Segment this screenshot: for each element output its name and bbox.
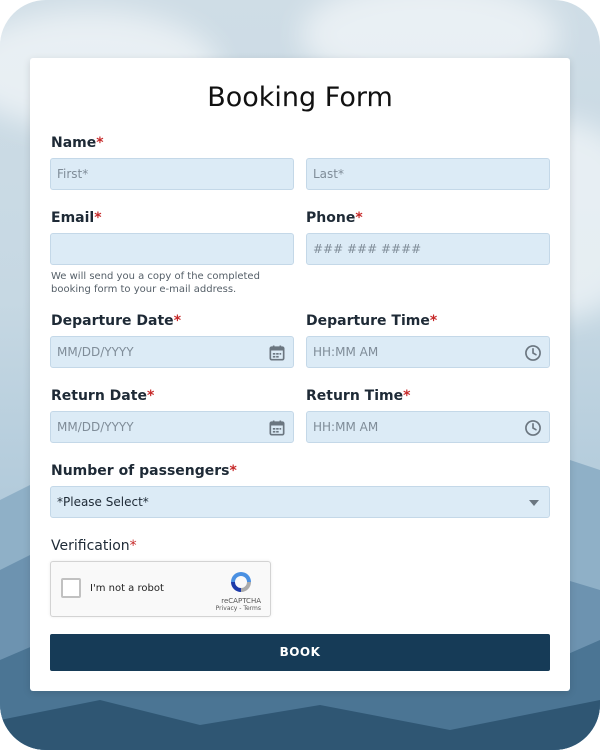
- phone-label: Phone*: [306, 210, 363, 226]
- required-mark: *: [229, 463, 237, 479]
- required-mark: *: [429, 313, 438, 329]
- recaptcha-checkbox[interactable]: [61, 578, 81, 598]
- clock-icon[interactable]: [523, 418, 543, 438]
- passengers-label: Number of passengers*: [51, 463, 237, 479]
- departure-date-placeholder: MM/DD/YYYY: [57, 345, 134, 359]
- email-input[interactable]: [50, 233, 294, 265]
- required-mark: *: [129, 538, 137, 554]
- return-time-input[interactable]: [306, 411, 550, 443]
- last-name-input[interactable]: [306, 158, 550, 190]
- required-mark: *: [355, 210, 363, 226]
- recaptcha-links[interactable]: Privacy - Terms: [215, 605, 261, 612]
- first-name-placeholder: First*: [57, 167, 89, 181]
- recaptcha-logo-icon: [228, 569, 254, 595]
- return-time-label: Return Time*: [306, 388, 411, 404]
- required-mark: *: [173, 313, 182, 329]
- recaptcha-widget: [50, 561, 271, 617]
- departure-date-label: Departure Date*: [51, 313, 182, 329]
- departure-date-input[interactable]: [50, 336, 294, 368]
- book-button[interactable]: BOOK: [50, 634, 550, 671]
- required-mark: *: [146, 388, 155, 404]
- last-name-placeholder: Last*: [313, 167, 344, 181]
- departure-time-label: Departure Time*: [306, 313, 438, 329]
- return-date-label: Return Date*: [51, 388, 155, 404]
- passengers-selected-value: *Please Select*: [57, 495, 149, 509]
- return-date-placeholder: MM/DD/YYYY: [57, 420, 134, 434]
- phone-placeholder: ### ### ####: [313, 242, 422, 256]
- passengers-select[interactable]: [50, 486, 550, 518]
- departure-time-placeholder: HH:MM AM: [313, 345, 379, 359]
- departure-time-input[interactable]: [306, 336, 550, 368]
- recaptcha-text: I'm not a robot: [90, 583, 164, 594]
- clock-icon[interactable]: [523, 343, 543, 363]
- required-mark: *: [94, 210, 102, 226]
- return-date-input[interactable]: [50, 411, 294, 443]
- name-label: Name*: [51, 135, 104, 151]
- form-title: Booking Form: [207, 82, 393, 113]
- email-label: Email*: [51, 210, 102, 226]
- return-time-placeholder: HH:MM AM: [313, 420, 379, 434]
- email-hint: We will send you a copy of the completed booking form to your e-mail address.: [51, 271, 260, 295]
- caret-down-icon: [529, 500, 539, 506]
- first-name-input[interactable]: [50, 158, 294, 190]
- verification-label: Verification*: [51, 538, 137, 554]
- calendar-icon[interactable]: [267, 418, 287, 438]
- required-mark: *: [96, 135, 104, 151]
- phone-input[interactable]: [306, 233, 550, 265]
- required-mark: *: [403, 388, 411, 404]
- calendar-icon[interactable]: [267, 343, 287, 363]
- recaptcha-brand: reCAPTCHA: [221, 597, 261, 605]
